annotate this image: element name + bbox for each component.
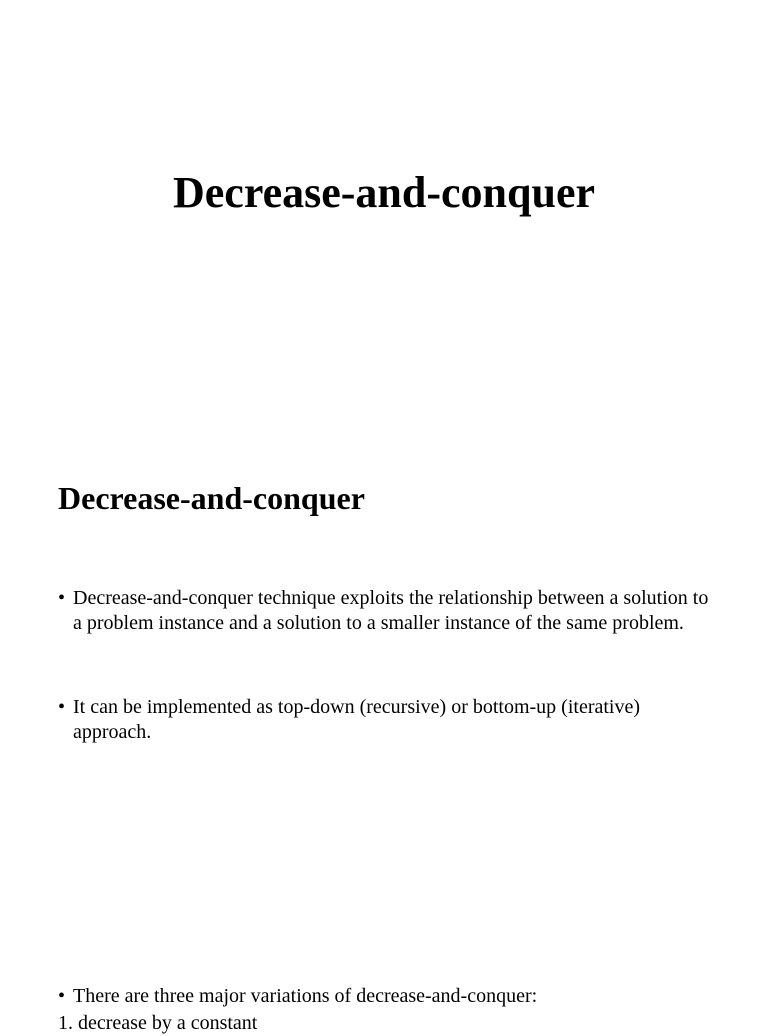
title-slide-heading: Decrease-and-conquer (173, 168, 595, 217)
bullet-item-implementation (58, 695, 718, 744)
numbered-list-item: 1. decrease by a constant (58, 1012, 258, 1034)
bullet-text: There are three major variations of decrease-and-conquer: (73, 985, 538, 1007)
bullet-text: Decrease-and-conquer technique exploits the relationship between a solution to a problem instance and a solution to a smaller instance of the same problem. (73, 587, 709, 634)
bullet-item-exploits-relationship (58, 586, 718, 635)
bullet-dot-icon: • (58, 985, 66, 1007)
bullet-item-variations (58, 984, 718, 1009)
bullet-dot-icon: • (58, 587, 66, 609)
bullet-dot-icon: • (58, 696, 66, 718)
section-heading: Decrease-and-conquer (58, 480, 365, 516)
bullet-text: It can be implemented as top-down (recursive) or bottom-up (iterative) approach. (73, 696, 641, 743)
